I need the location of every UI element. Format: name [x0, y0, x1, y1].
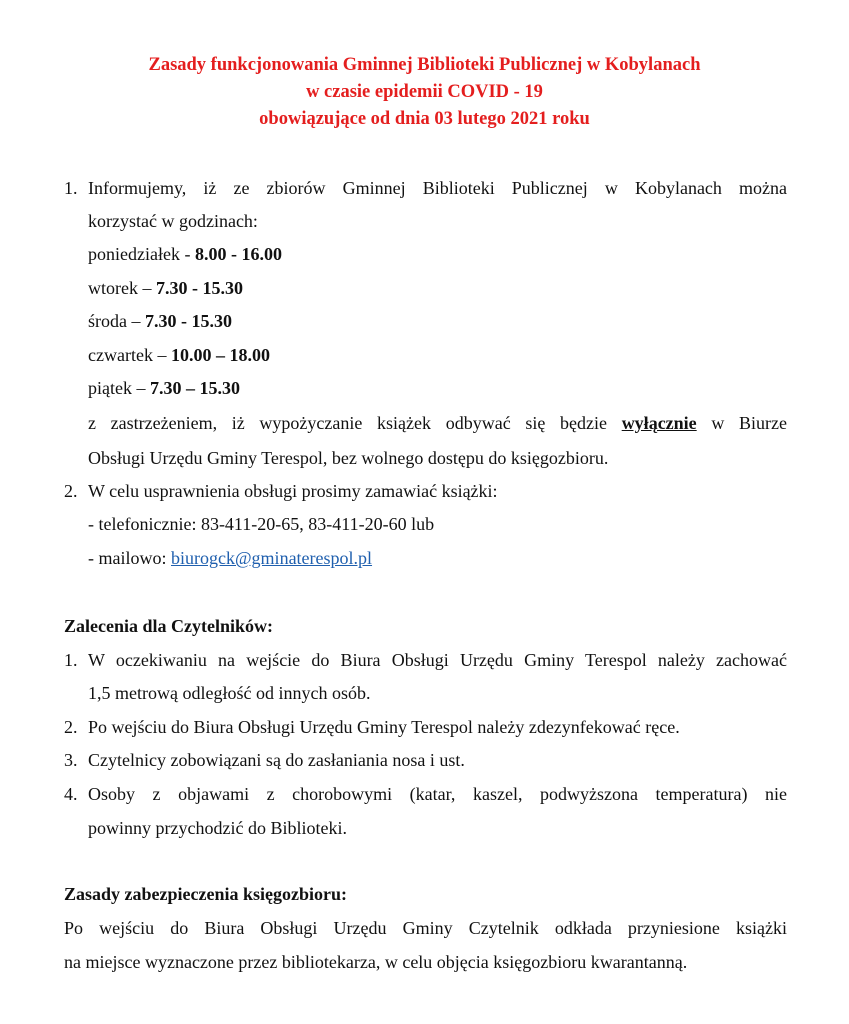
- paragraph-text: w Biurze: [711, 413, 788, 433]
- paragraph-line: [88, 782, 787, 806]
- document-title: [0, 52, 849, 133]
- paragraph-line: [88, 648, 787, 672]
- hours-row: [88, 376, 240, 400]
- hours-value: 8.00 - 16.00: [194, 244, 282, 264]
- hours-value: 7.30 - 15.30: [145, 311, 232, 331]
- list-item-number: 2.: [64, 481, 78, 501]
- paragraph-text: Osoby z objawami z chorobowymi (katar, kaszel, podwyższona temperatura) nie: [88, 784, 787, 804]
- paragraph-line: Czytelnicy zobowiązani są do zasłaniania nosa i ust.: [88, 750, 465, 770]
- hours-value: 7.30 - 15.30: [155, 278, 243, 298]
- hours-row: [88, 242, 282, 266]
- paragraph-line: Po wejściu do Biura Obsługi Urzędu Gminy Terespol należy zdezynfekować ręce.: [88, 717, 680, 737]
- hours-value: 10.00 – 18.00: [170, 345, 270, 365]
- paragraph-line: na miejsce wyznaczone przez bibliotekarza, w celu objęcia księgozbioru kwarantanną.: [64, 952, 688, 972]
- email-link[interactable]: biurogck@gminaterespol.pl: [171, 548, 373, 568]
- title-line-1: Zasady funkcjonowania Gminnej Biblioteki Publicznej w Kobylanach: [148, 55, 701, 75]
- paragraph-line: W celu usprawnienia obsługi prosimy zamawiać książki:: [88, 481, 498, 501]
- hours-row: [88, 276, 243, 300]
- paragraph-text: z zastrzeżeniem, iż wypożyczanie książek odbywać się będzie: [88, 413, 607, 433]
- day-label: wtorek –: [88, 278, 156, 298]
- day-label: piątek –: [88, 378, 150, 398]
- mail-line: [88, 546, 372, 570]
- paragraph-line: [88, 411, 787, 435]
- mail-label: - mailowo:: [88, 548, 171, 568]
- day-label: czwartek –: [88, 345, 171, 365]
- list-item-number: 4.: [64, 784, 78, 804]
- list-item-number: 1.: [64, 650, 78, 670]
- list-item-number: 1.: [64, 178, 78, 198]
- phone-line: - telefonicznie: 83-411-20-65, 83-411-20-60 lub: [88, 514, 435, 534]
- emphasis-text: wyłącznie: [621, 413, 697, 433]
- paragraph-line: powinny przychodzić do Biblioteki.: [88, 818, 347, 838]
- section-heading: Zasady zabezpieczenia księgozbioru:: [64, 884, 347, 904]
- title-line-2: w czasie epidemii COVID - 19: [306, 82, 543, 102]
- section-heading: Zalecenia dla Czytelników:: [64, 616, 273, 636]
- day-label: środa –: [88, 311, 145, 331]
- paragraph-text: W oczekiwaniu na wejście do Biura Obsługi Urzędu Gminy Terespol należy zachować: [88, 650, 787, 670]
- paragraph-line: [88, 176, 787, 200]
- paragraph-line: Obsługi Urzędu Gminy Terespol, bez wolnego dostępu do księgozbioru.: [88, 448, 609, 468]
- paragraph-text: Po wejściu do Biura Obsługi Urzędu Gminy Czytelnik odkłada przyniesione książki: [64, 918, 787, 938]
- day-label: poniedziałek -: [88, 244, 195, 264]
- paragraph-line: [64, 916, 787, 940]
- title-line-3: obowiązujące od dnia 03 lutego 2021 roku: [259, 109, 590, 129]
- list-item-number: 2.: [64, 717, 78, 737]
- hours-value: 7.30 – 15.30: [149, 378, 240, 398]
- paragraph-text: Informujemy, iż ze zbiorów Gminnej Biblioteki Publicznej w Kobylanach można: [88, 178, 787, 198]
- paragraph-line: korzystać w godzinach:: [88, 211, 258, 231]
- hours-row: [88, 343, 270, 367]
- paragraph-line: 1,5 metrową odległość od innych osób.: [88, 683, 371, 703]
- list-item-number: 3.: [64, 750, 78, 770]
- hours-row: [88, 309, 232, 333]
